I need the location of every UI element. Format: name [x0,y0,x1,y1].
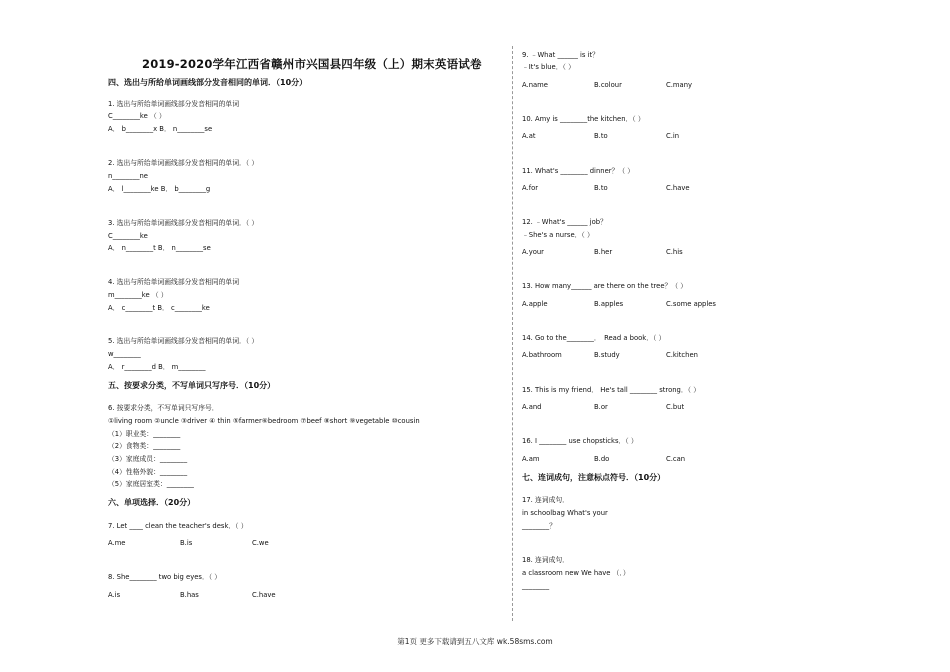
q6-word-list: ①living room ②uncle ③driver ④ thin ⑤farmer⑥bedroom ⑦beef ⑧short ⑨vegetable ⑩cousin [108,417,420,425]
q5-word: w________ [108,350,141,358]
q6-item: （3）家庭成员：________ [108,455,188,463]
q15-option-a: A.and [522,403,542,411]
q4-stem: 4. 选出与所给单词画线部分发音相同的单词 [108,278,239,286]
q1-word: C________ke （ ） [108,112,166,120]
q6-stem: 6. 按要求分类，不写单词只写序号． [108,404,219,412]
q9-option-a: A.name [522,81,548,89]
q7-option-c: C.we [252,539,269,547]
q6-item: （2）食物类：________ [108,442,181,450]
q6-item: （5）家庭居室类：________ [108,480,194,488]
q17-answer-blank: ________？ [522,522,556,530]
q9-stem: 9. ﹣What ______ is it？ [522,51,599,59]
q10-stem: 10. Amy is ________the kitchen．（ ） [522,115,645,123]
section-4-heading: 四、选出与所给单词画线部分发音相同的单词．（10分） [108,78,308,87]
q18-answer-blank: ________ [522,582,550,590]
q16-option-c: C.can [666,455,686,463]
q13-option-c: C.some apples [666,300,716,308]
section-5-heading: 五、按要求分类，不写单词只写序号．（10分） [108,381,276,390]
q12-option-c: C.his [666,248,683,256]
q16-option-a: A.am [522,455,540,463]
q11-option-a: A.for [522,184,539,192]
q16-stem: 16. I ________ use chopsticks．（ ） [522,437,638,445]
q3-options: A． n________t B． n________se [108,244,211,252]
q12-option-b: B.her [594,248,613,256]
q12-stem: 12. ﹣What's ______ job？ [522,218,607,226]
q15-option-c: C.but [666,403,685,411]
q8-option-a: A.is [108,591,121,599]
q9-stem-2: ﹣It's blue．（ ） [522,63,575,71]
q9-option-b: B.colour [594,81,622,89]
q17-words: in schoolbag What's your [522,509,608,517]
q11-option-c: C.have [666,184,690,192]
q18-stem: 18. 连词成句． [522,556,569,564]
q7-stem: 7. Let ____ clean the teacher's desk．（ ） [108,522,248,530]
q11-option-b: B.to [594,184,608,192]
q10-option-b: B.to [594,132,608,140]
q14-stem: 14. Go to the________． Read a book．（ ） [522,334,666,342]
section-7-heading: 七、连词成句，注意标点符号．（10分） [522,473,666,482]
section-6-heading: 六、单项选择．（20分） [108,498,196,507]
q18-words: a classroom new We have （．） [522,569,630,577]
q13-option-a: A.apple [522,300,548,308]
q2-stem: 2. 选出与所给单词画线部分发音相同的单词．（ ） [108,159,259,167]
q14-option-a: A.bathroom [522,351,562,359]
page-title: 2019-2020学年江西省赣州市兴国县四年级（上）期末英语试卷 [142,57,482,71]
q9-option-c: C.many [666,81,693,89]
q5-options: A． r________d B． m________ [108,363,206,371]
q1-stem: 1. 选出与所给单词画线部分发音相同的单词 [108,100,239,108]
q14-option-c: C.kitchen [666,351,698,359]
q5-stem: 5. 选出与所给单词画线部分发音相同的单词．（ ） [108,337,259,345]
q8-option-c: C.have [252,591,276,599]
q8-option-b: B.has [180,591,199,599]
q8-stem: 8. She________ two big eyes．（ ） [108,573,222,581]
q13-stem: 13. How many______ are there on the tree？（ ） [522,282,688,290]
q2-word: n________ne [108,172,148,180]
q15-stem: 15. This is my friend． He's tall ________ strong．（ ） [522,386,701,394]
q16-option-b: B.do [594,455,610,463]
q6-item: （1）职业类：________ [108,430,181,438]
q7-option-b: B.is [180,539,193,547]
q15-option-b: B.or [594,403,608,411]
q12-option-a: A.your [522,248,544,256]
q1-options: A． b________x B． n________se [108,125,213,133]
q11-stem: 11. What's ________ dinner？（ ） [522,167,635,175]
q10-option-a: A.at [522,132,536,140]
q6-item: （4）性格外貌：________ [108,468,188,476]
q3-stem: 3. 选出与所给单词画线部分发音相同的单词．（ ） [108,219,259,227]
q4-word: m________ke （ ） [108,291,168,299]
q14-option-b: B.study [594,351,620,359]
q10-option-c: C.in [666,132,680,140]
q12-stem-2: ﹣She's a nurse．（ ） [522,231,594,239]
q17-stem: 17. 连词成句． [522,496,569,504]
q7-option-a: A.me [108,539,126,547]
q2-options: A． l________ke B． b________g [108,185,211,193]
q3-word: C________ke [108,232,148,240]
q13-option-b: B.apples [594,300,624,308]
column-divider [512,46,513,621]
page-footer: 第1页 更多下载请到五八文库 wk.58sms.com [397,637,553,646]
q4-options: A． c________t B． c________ke [108,304,210,312]
